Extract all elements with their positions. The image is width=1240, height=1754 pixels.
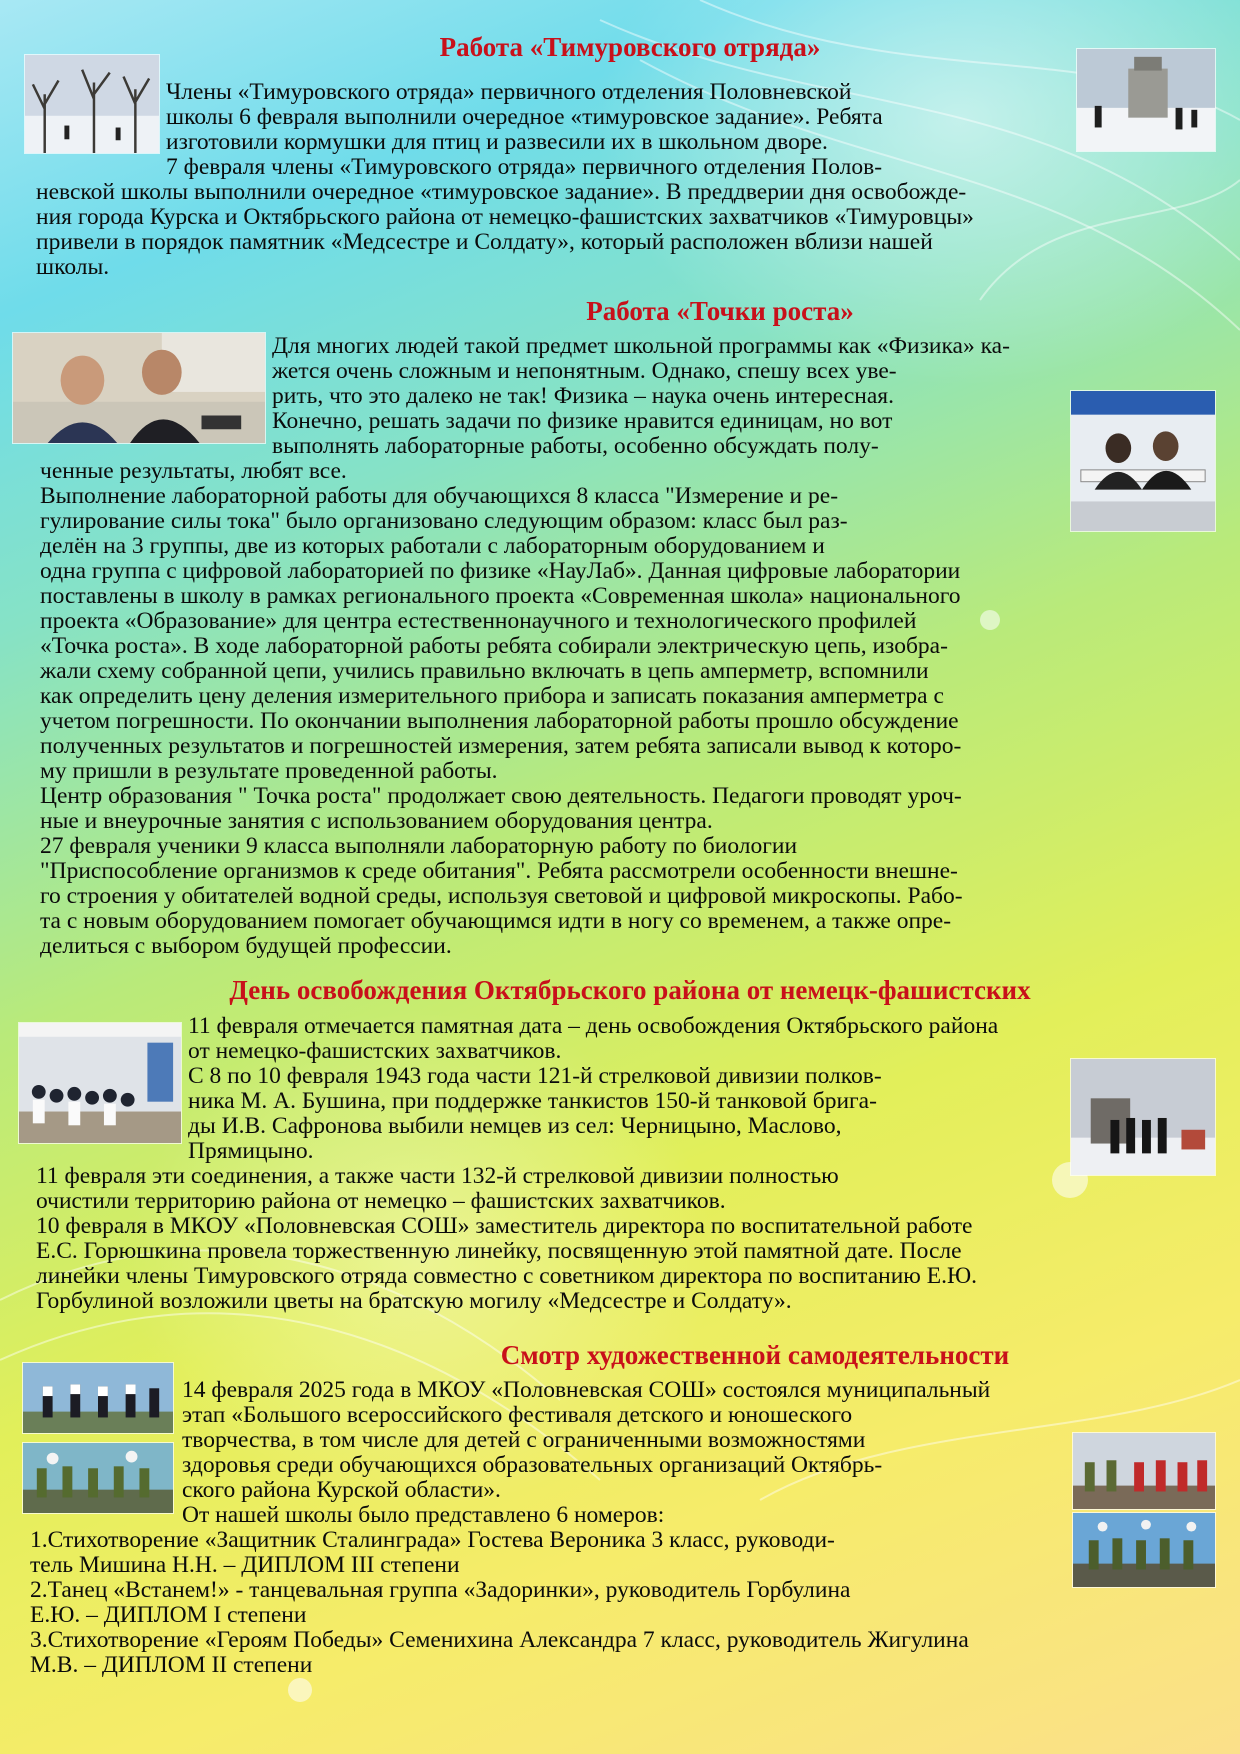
text-line: одна группа с цифровой лабораторией по физике «НауЛаб». Данная цифровые лаборатории: [40, 558, 961, 584]
photo-physics-students: [12, 332, 266, 444]
text-line: очистили территорию района от немецко – фашистских захватчиков.: [36, 1188, 726, 1214]
text-line: ского района Курской области».: [182, 1477, 501, 1503]
text-line: «Точка роста». В ходе лабораторной работы ребята собирали электрическую цепь, изобра-: [40, 633, 948, 659]
text-line: та с новым оборудованием помогает обучающимся идти в ногу со временем, а также опре-: [40, 908, 952, 934]
text-line: Е.Ю. – ДИПЛОМ I степени: [30, 1602, 307, 1628]
text-line: полученных результатов и погрешностей измерения, затем ребята записали вывод к которо-: [40, 733, 962, 759]
text-line: привели в порядок памятник «Медсестре и Солдату», который расположен вблизи нашей: [36, 229, 933, 255]
text-line: школы.: [36, 254, 110, 280]
section-title-timur: Работа «Тимуровского отряда»: [439, 32, 821, 62]
text-line: линейки члены Тимуровского отряда совместно с советником директора по воспитанию Е.Ю.: [36, 1263, 977, 1289]
photo-timur-trees: [24, 54, 160, 154]
text-line: 10 февраля в МКОУ «Половневская СОШ» заместитель директора по воспитательной работе: [36, 1213, 973, 1239]
text-line: Конечно, решать задачи по физике нравится единицам, но вот: [272, 408, 893, 434]
text-line: проекта «Образование» для центра естественнонаучного и технологического профилей: [40, 608, 917, 634]
text-line: жали схему собранной цепи, учились правильно включать в цепь амперметр, вспомнили: [40, 658, 929, 684]
text-line: творчества, в том числе для детей с ограниченными возможностями: [182, 1427, 866, 1453]
text-line: Выполнение лабораторной работы для обучающихся 8 класса "Измерение и ре-: [40, 483, 839, 509]
text-line: делиться с выбором будущей профессии.: [40, 933, 452, 959]
photo-concert-stage-2: [22, 1442, 174, 1514]
text-line: ные и внеурочные занятия с использованием оборудования центра.: [40, 808, 713, 834]
photo-concert-stage-3: [1072, 1432, 1216, 1510]
photo-physics-lab: [1070, 390, 1216, 532]
text-line: ченные результаты, любят все.: [40, 458, 347, 484]
text-line: от немецко-фашистских захватчиков.: [188, 1038, 562, 1064]
photo-concert-stage-1: [22, 1362, 174, 1434]
text-line: М.В. – ДИПЛОМ II степени: [30, 1652, 313, 1678]
text-line: Прямицыно.: [188, 1138, 314, 1164]
section-title-amateur-art: Смотр художественной самодеятельности: [500, 1340, 1010, 1370]
photo-liberation-memorial: [1070, 1058, 1216, 1176]
text-line: изготовили кормушки для птиц и развесили их в школьном дворе.: [166, 129, 828, 155]
text-line: ния города Курска и Октябрьского района от немецко-фашистских захватчиков «Тимуровцы»: [36, 204, 974, 230]
text-line: 27 февраля ученики 9 класса выполняли лабораторную работу по биологии: [40, 833, 798, 859]
text-line: поставлены в школу в рамках регионального проекта «Современная школа» национального: [40, 583, 961, 609]
text-line: Е.С. Горюшкина провела торжественную линейку, посвященную этой памятной дате. После: [36, 1238, 962, 1264]
text-line: От нашей школы было представлено 6 номеров:: [182, 1502, 665, 1528]
text-line: невской школы выполнили очередное «тимуровское задание». В преддверии дня освобожде-: [36, 179, 967, 205]
section-title-growth-point: Работа «Точки роста»: [586, 296, 854, 326]
text-line: Члены «Тимуровского отряда» первичного отделения Половневской: [166, 79, 852, 105]
text-line: 11 февраля эти соединения, а также части 132-й стрелковой дивизии полностью: [36, 1163, 839, 1189]
text-line: жется очень сложным и непонятным. Однако, спешу всех уве-: [272, 358, 897, 384]
text-line: Горбулиной возложили цветы на братскую могилу «Медсестре и Солдату».: [36, 1288, 792, 1314]
text-line: учетом погрешности. По окончании выполнения лабораторной работы прошло обсуждение: [40, 708, 959, 734]
text-line: гулирование силы тока" было организовано следующим образом: класс был раз-: [40, 508, 848, 534]
text-line: "Приспособление организмов к среде обитания". Ребята рассмотрели особенности внешне-: [40, 858, 958, 884]
photo-concert-stage-4: [1072, 1512, 1216, 1588]
photo-timur-monument: [1076, 48, 1216, 152]
text-line: 2.Танец «Встанем!» - танцевальная группа «Задоринки», руководитель Горбулина: [30, 1577, 851, 1603]
text-line: тель Мишина Н.Н. – ДИПЛОМ III степени: [30, 1552, 460, 1578]
text-line: 7 февраля члены «Тимуровского отряда» первичного отделения Полов-: [166, 154, 883, 180]
text-line: школы 6 февраля выполнили очередное «тимуровское задание». Ребята: [166, 104, 883, 130]
text-line: 11 февраля отмечается памятная дата – день освобождения Октябрьского района: [188, 1013, 999, 1039]
text-line: делён на 3 группы, две из которых работали с лабораторным оборудованием и: [40, 533, 825, 559]
text-line: ника М. А. Бушина, при поддержке танкистов 150-й танковой брига-: [188, 1088, 877, 1114]
text-line: му пришли в результате проведенной работы.: [40, 758, 498, 784]
text-line: 1.Стихотворение «Защитник Сталинграда» Гостева Вероника 3 класс, руководи-: [30, 1527, 835, 1553]
text-line: С 8 по 10 февраля 1943 года части 121-й стрелковой дивизии полков-: [188, 1063, 882, 1089]
text-line: этап «Большого всероссийского фестиваля детского и юношеского: [182, 1402, 853, 1428]
text-line: 3.Стихотворение «Героям Победы» Семенихина Александра 7 класс, руководитель Жигулина: [30, 1627, 969, 1653]
text-line: как определить цену деления измерительного прибора и записать показания амперметра с: [40, 683, 944, 709]
text-line: здоровья среди обучающихся образовательных организаций Октябрь-: [182, 1452, 883, 1478]
text-line: Для многих людей такой предмет школьной программы как «Физика» ка-: [272, 333, 1010, 359]
text-line: выполнять лабораторные работы, особенно обсуждать полу-: [272, 433, 879, 459]
text-line: 14 февраля 2025 года в МКОУ «Половневская СОШ» состоялся муниципальный: [182, 1377, 991, 1403]
text-line: рить, что это далеко не так! Физика – наука очень интересная.: [272, 383, 894, 409]
text-line: ды И.В. Сафронова выбили немцев из сел: Черницыно, Маслово,: [188, 1113, 842, 1139]
text-line: го строения у обитателей водной среды, используя световой и цифровой микроскопы. Рабо-: [40, 883, 963, 909]
photo-liberation-assembly: [18, 1022, 182, 1144]
text-line: Центр образования " Точка роста" продолжает свою деятельность. Педагоги проводят уроч-: [40, 783, 962, 809]
section-title-liberation-day: День освобождения Октябрьского района от немецк-фашистских: [229, 975, 1031, 1005]
